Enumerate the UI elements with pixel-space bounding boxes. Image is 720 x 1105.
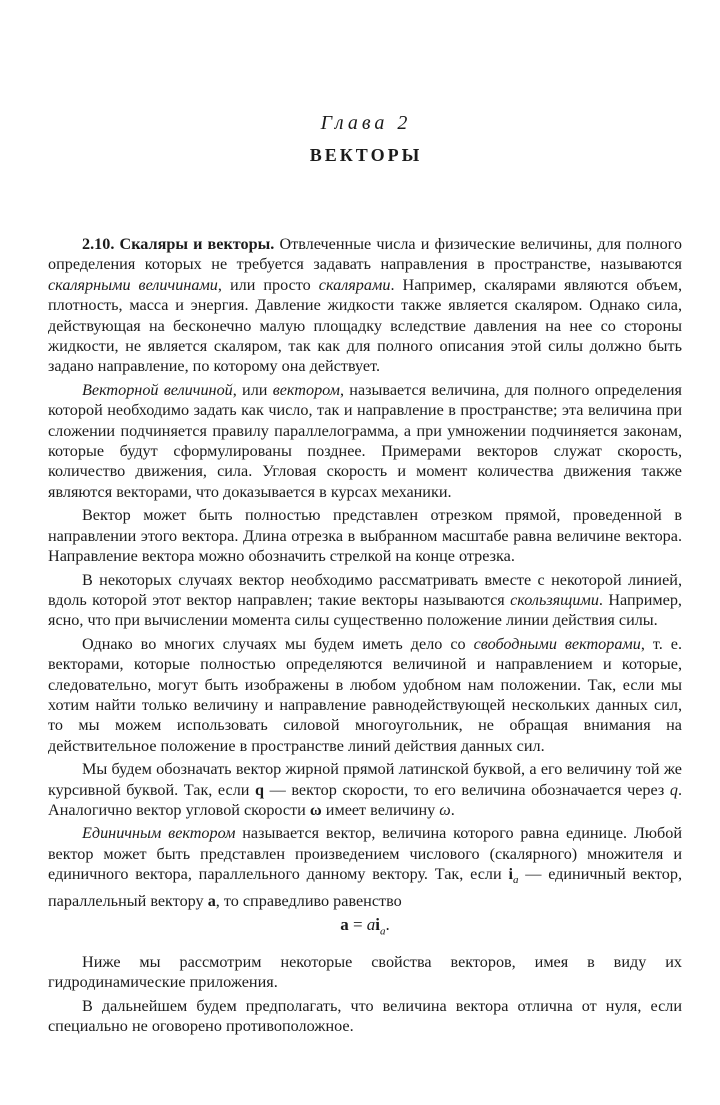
vector-symbol: a xyxy=(207,891,216,910)
scalar-symbol: ω xyxy=(439,800,451,819)
subscript-letter: a xyxy=(512,874,519,887)
formula-coefficient: a xyxy=(366,915,376,935)
text-span: Отвлеченные числа и физические величины, для полного определения которых не требуется задавать направления в пространстве, называются xyxy=(48,235,682,274)
vector-symbol: q xyxy=(255,780,265,799)
text-span: — вектор скорости, то его величина обозначается через xyxy=(264,780,670,799)
formula-end: . xyxy=(385,915,390,935)
paragraph-5 xyxy=(48,634,682,756)
vector-symbol: i xyxy=(508,865,513,884)
emphasis: вектором xyxy=(272,380,340,399)
formula-lhs: a xyxy=(340,915,349,935)
vector-symbol: ω xyxy=(309,800,322,819)
emphasis: скалярами xyxy=(318,275,391,294)
text-span: , то справедливо равенство xyxy=(215,891,402,910)
text-span: — единичный вектор, параллельный вектору xyxy=(48,865,682,910)
paragraph-7 xyxy=(48,823,682,911)
paragraph-9: В дальнейшем будем предполагать, что величина вектора отлична от нуля, если специально не оговорено противоположное. xyxy=(48,996,682,1036)
emphasis: Единичным вектором xyxy=(82,824,236,843)
emphasis: скалярными величинами xyxy=(48,275,218,294)
formula-equals: = xyxy=(348,915,367,935)
paragraph-2 xyxy=(48,380,682,502)
section-number: 2.10. xyxy=(82,235,115,253)
paragraph-1 xyxy=(48,234,682,377)
text-span: В некоторых случаях вектор необходимо рассматривать вместе с некоторой линией, вдоль которой этот вектор направлен; такие векторы называются xyxy=(48,570,682,609)
text-span: , или просто xyxy=(217,275,319,294)
paragraph-6 xyxy=(48,759,682,820)
text-span: . Например, скалярами являются объем, плотность, масса и энергия. Давление жидкости также является скаляром. Однако сила, действующая на бесконечно малую площадку вследствие давления на нее со стороны жидкости, не является скаляром, так как для полного описания этой силы должно быть задано направление, по которому она действует. xyxy=(48,275,682,376)
emphasis: скользящими xyxy=(510,590,599,609)
text-span: , или xyxy=(232,380,273,399)
paragraph-3: Вектор может быть полностью представлен отрезком прямой, проведенной в направлении этого вектора. Длина отрезка в выбранном масштабе равна величине вектора. Направление вектора можно обозначить стрелкой на конце отрезка. xyxy=(48,506,682,566)
text-span: . Аналогично вектор угловой скорости xyxy=(48,780,682,819)
paragraph-4 xyxy=(48,570,682,631)
text-span: Мы будем обозначать вектор жирной прямой латинской буквой, а его величину той же курсивной буквой. Так, если xyxy=(48,760,682,799)
text-span: . Например, ясно, что при вычислении момента силы существенно положение линии действия силы. xyxy=(48,590,682,630)
text-span: Однако во многих случаях мы будем иметь дело со xyxy=(82,634,474,653)
formula-unit-vector: i xyxy=(375,915,381,935)
formula xyxy=(48,915,682,942)
text-span: . xyxy=(450,800,455,819)
text-span: , называется величина, для полного определения которой необходимо задать как число, так и направление в пространстве; эта величина при сложении подчиняется правилу параллелограмма, а при умножении подчиняется законам, которые будут сформулированы позднее. Примерами векторов служат скорость, количество движения, сила. Угловая скорость и момент количества движения также являются векторами, что доказывается в курсах механики. xyxy=(48,380,682,501)
formula-subscript-letter: a xyxy=(380,925,386,938)
chapter-label: Глава 2 xyxy=(320,112,412,134)
paragraph-8: Ниже мы рассмотрим некоторые свойства векторов, имея в виду их гидродинамические приложения. xyxy=(48,953,682,992)
text-span: , т. е. векторами, которые полностью определяются величиной и направлением и которые, следовательно, могут быть изображены в любом удобном нам положении. Так, если мы хотим найти только величину и направление равнодействующей нескольких данных сил, то мы можем использовать силовой многоугольник, не обращая внимания на действительное положение в пространстве линий действия данных сил. xyxy=(48,634,682,755)
body-text xyxy=(48,234,682,1040)
section-title: Скаляры и векторы. xyxy=(119,235,275,253)
scalar-symbol: q xyxy=(669,780,678,799)
text-span: имеет величину xyxy=(321,800,440,819)
emphasis: свободными векторами xyxy=(473,634,641,653)
chapter-title: ВЕКТОРЫ xyxy=(309,145,423,165)
emphasis: Векторной величиной xyxy=(82,380,233,399)
text-span: называется вектор, величина которого равна единице. Любой вектор может быть представлен произведением числового (скалярного) множителя и единичного вектора, параллельного данному вектору. Так, если xyxy=(48,824,682,884)
